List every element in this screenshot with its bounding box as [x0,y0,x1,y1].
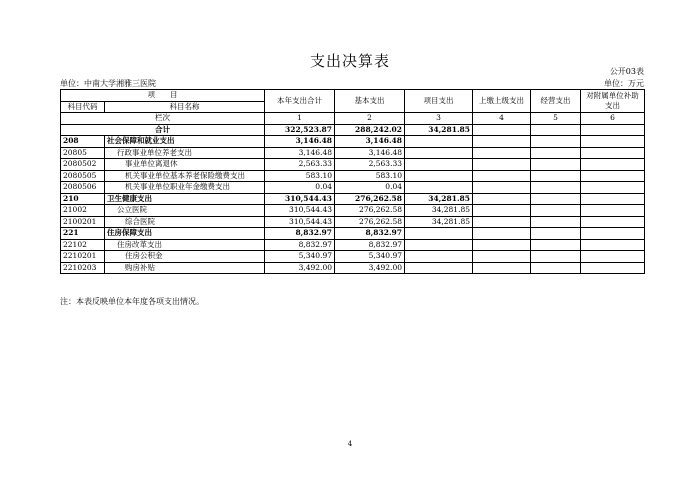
table-row [61,182,645,194]
total-c3: 34,281.85 [405,124,473,136]
row-code: 22102 [61,239,105,251]
table-row [61,170,645,182]
col-index: 1 [265,113,335,125]
row-name: 购房补贴 [105,262,265,274]
table-row [61,228,645,240]
row-c3 [405,159,473,171]
row-c3 [405,147,473,159]
row-code: 221 [61,228,105,240]
col-index: 5 [531,113,581,125]
row-name: 卫生健康支出 [105,193,265,205]
header-total: 本年支出合计 [265,90,335,113]
row-c1: 2,563.33 [265,159,335,171]
row-code: 2080506 [61,182,105,194]
col-index: 6 [581,113,645,125]
row-c1: 0.04 [265,182,335,194]
table-row [61,136,645,148]
row-c1: 3,146.48 [265,136,335,148]
row-c1: 310,544.43 [265,216,335,228]
header-name: 科目名称 [105,101,265,113]
row-c1: 310,544.43 [265,193,335,205]
row-c3 [405,136,473,148]
row-name: 住房保障支出 [105,228,265,240]
row-name: 机关事业单位职业年金缴费支出 [105,182,265,194]
row-c1: 8,832.97 [265,228,335,240]
row-c3: 34,281.85 [405,205,473,217]
row-c2: 8,832.97 [335,239,405,251]
header-item: 项 目 [61,90,265,102]
row-code: 2080505 [61,170,105,182]
form-number: 公开03表 [609,67,644,76]
row-name: 住房公积金 [105,251,265,263]
header-code: 科目代码 [61,101,105,113]
row-c3 [405,251,473,263]
table-row [61,262,645,274]
row-name: 综合医院 [105,216,265,228]
amount-unit: 单位：万元 [604,79,644,88]
header-remit: 上缴上级支出 [473,90,531,113]
col-index: 4 [473,113,531,125]
table-note: 注：本表反映单位本年度各项支出情况。 [60,297,204,306]
row-c1: 3,146.48 [265,147,335,159]
row-code: 20805 [61,147,105,159]
total-row [61,124,645,136]
col-index: 2 [335,113,405,125]
table-row [61,216,645,228]
row-name: 事业单位离退休 [105,159,265,171]
row-c1: 5,340.97 [265,251,335,263]
row-c2: 276,262.58 [335,216,405,228]
row-code: 2210203 [61,262,105,274]
col-index: 3 [405,113,473,125]
row-c3: 34,281.85 [405,216,473,228]
page-number: 4 [347,440,353,448]
row-name: 机关事业单位基本养老保险缴费支出 [105,170,265,182]
reporting-unit: 单位：中南大学湘雅三医院 [60,79,156,88]
row-c2: 276,262.58 [335,205,405,217]
row-c2: 8,832.97 [335,228,405,240]
row-c2: 2,563.33 [335,159,405,171]
row-code: 2080502 [61,159,105,171]
row-name: 住房改革支出 [105,239,265,251]
total-c1: 322,523.87 [265,124,335,136]
header-lanci: 栏次 [61,113,265,125]
header-subsidy: 对附属单位补助支出 [581,90,645,113]
row-c1: 310,544.43 [265,205,335,217]
row-c3 [405,228,473,240]
table-row [61,159,645,171]
table-row [61,205,645,217]
table-row [61,193,645,205]
table-row [61,251,645,263]
row-c3 [405,262,473,274]
header-project: 项目支出 [405,90,473,113]
row-code: 2210201 [61,251,105,263]
table-row [61,147,645,159]
row-name: 行政事业单位养老支出 [105,147,265,159]
row-c2: 5,340.97 [335,251,405,263]
row-c2: 276,262.58 [335,193,405,205]
row-name: 公立医院 [105,205,265,217]
row-c2: 583.10 [335,170,405,182]
header-business: 经营支出 [531,90,581,113]
row-c3 [405,182,473,194]
row-code: 210 [61,193,105,205]
row-c1: 583.10 [265,170,335,182]
row-code: 208 [61,136,105,148]
row-c1: 8,832.97 [265,239,335,251]
header-basic: 基本支出 [335,90,405,113]
total-c2: 288,242.02 [335,124,405,136]
page-title: 支出决算表 [309,52,390,70]
row-c2: 3,146.48 [335,136,405,148]
expenditure-table [60,89,645,274]
table-row [61,239,645,251]
row-c1: 3,492.00 [265,262,335,274]
row-c2: 0.04 [335,182,405,194]
row-c3: 34,281.85 [405,193,473,205]
row-code: 2100201 [61,216,105,228]
row-c3 [405,239,473,251]
row-c2: 3,492.00 [335,262,405,274]
row-c3 [405,170,473,182]
total-label: 合计 [61,124,265,136]
row-code: 21002 [61,205,105,217]
row-name: 社会保障和就业支出 [105,136,265,148]
row-c2: 3,146.48 [335,147,405,159]
